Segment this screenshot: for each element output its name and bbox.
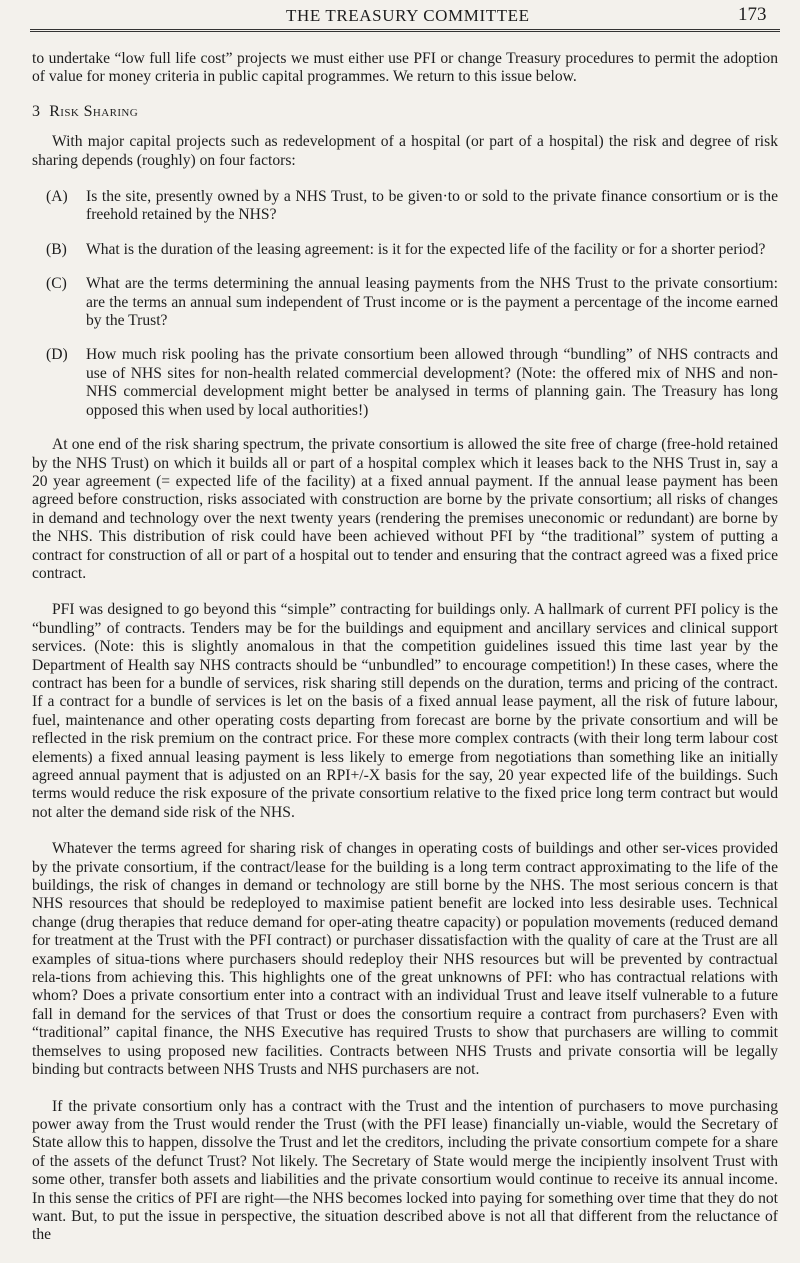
paragraph-private-consortium: If the private consortium only has a contract with the Trust and the intention of purchasers to move purchasing power away from the Trust would render the Trust (with the PFI lease) financially un-viable, would the Secretary of State allow this to happen, dissolve the Trust and let the creditors, including the private consortium compete for a share of the assets of the defunct Trust? Not likely. The Secretary of State would merge the incipiently insolvent Trust with some other, transfer both assets and liabilities and the private consortium would continue to receive its annual income. In this sense the critics of PFI are right—the NHS becomes locked into paying for something over time that they do not want. But, to put the issue in perspective, the situation described above is not all that different from the reluctance of the [32,1097,778,1244]
section-title: Risk Sharing [49,102,139,120]
factor-label: (D) [46,346,68,364]
factor-label: (B) [46,240,67,258]
section-number: 3 [32,102,41,120]
factor-item-a [32,188,778,225]
factor-item-b [32,241,778,259]
section-heading [32,103,778,121]
header-title: THE TREASURY COMMITTEE [286,6,530,25]
factor-item-c [32,275,778,330]
intro-paragraph: to undertake “low full life cost” projects we must either use PFI or change Treasury procedures to permit the adoption of value for money criteria in public capital programmes. We return to this issue below. [32,50,778,86]
factor-label: (A) [46,188,68,206]
body-text [32,50,778,1263]
page-number: 173 [738,4,767,25]
factor-text: What is the duration of the leasing agreement: is it for the expected life of the facility or for a shorter period? [86,240,766,258]
paragraph-operating-costs: Whatever the terms agreed for sharing risk of changes in operating costs of buildings and other ser-vices provided by the private consortium, if the contract/lease for the building is a long term contract approximating to the life of the buildings, the risk of changes in demand or technology are still borne by the NHS. The most serious concern is that NHS resources that should be redeployed to maximise patient benefit are locked into less desirable uses. Technical change (drug therapies that reduce demand for oper-ating theatre capacity) or population movements (reduced demand for treatment at the Trust with the PFI contract) or purchaser dissatisfaction with the quality of care at the Trust are all examples of situa-tions where purchasers should redeploy their NHS resources but will be prevented by contractual rela-tions from achieving this. This highlights one of the great unknowns of PFI: who has contractual relations with whom? Does a private consortium enter into a contract with an individual Trust and leave itself vulnerable to a future fall in demand for the services of that Trust or does the consortium require a contract from purchasers? Even with “traditional” capital finance, the NHS Executive has required Trusts to show that purchasers are willing to commit themselves to using proposed new facilities. Contracts between NHS Trusts and private consortia will be legally binding but contracts between NHS Trusts and NHS purchasers are not. [32,840,778,1079]
factor-item-d [32,346,778,420]
running-header [0,2,800,38]
paragraph-bundling: PFI was designed to go beyond this “simple” contracting for buildings only. A hallmark of current PFI policy is the “bundling” of contracts. Tenders may be for the buildings and equipment and ancillary services and clinical support services. (Note: this is slightly anomalous in that the competition guidelines issued this time last year by the Department of Health say NHS contracts should be “unbundled” to encourage competition!) In these cases, where the contract has been for a bundle of services, risk sharing still depends on the duration, terms and pricing of the contract. If a contract for a bundle of services is let on the basis of a fixed annual lease payment, all the risk of future labour, fuel, maintenance and other operating costs departing from forecast are borne by the private consortium and will be reflected in the risk premium on the contract price. For these more complex contracts (with their long term labour cost elements) a fixed annual leasing payment is less likely to emerge from negotiations than something like an initially agreed annual payment that is adjusted on an RPI+/-X basis for the say, 20 year expected life of the buildings. Such terms would reduce the risk exposure of the private consortium relative to the fixed price long term contract but would not alter the demand side risk of the NHS. [32,601,778,821]
factor-list [32,188,778,420]
factor-text: How much risk pooling has the private consortium been allowed through “bundling” of NHS contracts and use of NHS sites for non-health related commercial development? (Note: the offered mix of NHS and non-NHS commercial development might better be analysed in terms of planning gain. The Treasury has long opposed this when used by local authorities!) [86,346,778,419]
header-rule [30,29,780,32]
factor-text: Is the site, presently owned by a NHS Trust, to be given·to or sold to the private finance consortium or is the freehold retained by the NHS? [86,188,778,224]
lead-paragraph: With major capital projects such as redevelopment of a hospital (or part of a hospital) the risk and degree of risk sharing depends (roughly) on four factors: [32,133,778,169]
factor-text: What are the terms determining the annual leasing payments from the NHS Trust to the private consortium: are the terms an annual sum independent of Trust income or is the payment a percentage of the income earned by the Trust? [86,275,778,330]
paragraph-risk-spectrum: At one end of the risk sharing spectrum, the private consortium is allowed the site free of charge (free-hold retained by the NHS Trust) on which it builds all or part of a hospital complex which it leases back to the NHS Trust in, say a 20 year agreement (= expected life of the facility) at a fixed annual payment. If the annual lease payment has been agreed before construction, risks associated with construction are borne by the private consortium; all risks of changes in demand and technology over the next twenty years (rendering the premises uneconomic or redundant) are borne by the NHS. This distribution of risk could have been achieved without PFI by “the traditional” system of putting a contract for construction of all or part of a hospital out to tender and ensuring that the contract agreed was a fixed price contract. [32,436,778,582]
factor-label: (C) [46,275,67,293]
